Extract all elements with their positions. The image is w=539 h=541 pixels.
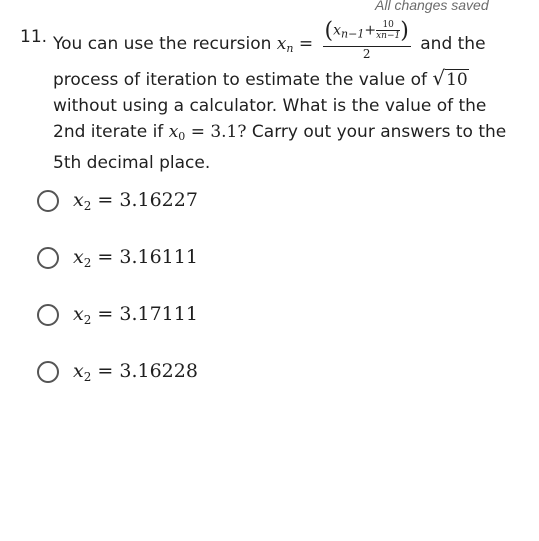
x0-sub: 0 (178, 129, 186, 143)
recursion-denominator: 2 (362, 46, 371, 61)
radio-button-icon[interactable] (37, 247, 59, 269)
inner-fraction-num: 10 (376, 20, 400, 31)
inner-fraction-den-sub: n−1 (381, 31, 401, 41)
answer-option-3[interactable] (37, 300, 198, 330)
inner-fraction (376, 20, 400, 41)
question-number: 11. (20, 27, 48, 47)
x0-var: x (168, 121, 179, 142)
question-text-part2: and the process of iteration to estimate the value of (53, 33, 486, 90)
answer-option-label: $x_2 = 3.16227$ (73, 189, 198, 213)
answer-option-label: $x_2 = 3.16228$ (73, 360, 198, 384)
answer-options (37, 186, 198, 414)
question-text-part4: Carry out your answers to the 5th decimal place. (53, 121, 507, 173)
question-text (53, 18, 520, 176)
answer-option-1[interactable] (37, 186, 198, 216)
initial-value-expression (169, 122, 247, 142)
answer-option-2[interactable] (37, 243, 198, 273)
plus-sign: + (364, 22, 377, 39)
radio-button-icon[interactable] (37, 304, 59, 326)
question-text-part1: You can use the recursion (53, 33, 272, 54)
answer-option-4[interactable] (37, 357, 198, 387)
sqrt-expression (432, 65, 468, 93)
inner-var: x (333, 22, 342, 39)
save-status: All changes saved (375, 0, 489, 13)
answer-option-label: $x_2 = 3.17111$ (73, 303, 198, 327)
answer-option-label: $x_2 = 3.16111$ (73, 246, 198, 270)
open-paren: ( (324, 18, 334, 44)
recursion-formula (276, 18, 420, 61)
inner-fraction-den-var: x (376, 31, 382, 41)
x0-eq: = 3.1? (190, 121, 247, 142)
sqrt-value: 10 (446, 69, 468, 90)
formula-lhs-sub: n (286, 41, 294, 55)
recursion-fraction (323, 20, 411, 61)
formula-equals: = (298, 33, 314, 54)
radio-button-icon[interactable] (37, 361, 59, 383)
inner-sub: n−1 (341, 27, 365, 41)
radio-button-icon[interactable] (37, 190, 59, 212)
close-paren: ) (400, 18, 409, 44)
question (20, 18, 520, 176)
recursion-numerator (323, 20, 411, 47)
formula-lhs-var: x (276, 33, 287, 54)
question-text-part3: without using a calculator. What is the value of the 2nd iterate if (53, 95, 487, 142)
radical-icon: √ (432, 65, 446, 90)
